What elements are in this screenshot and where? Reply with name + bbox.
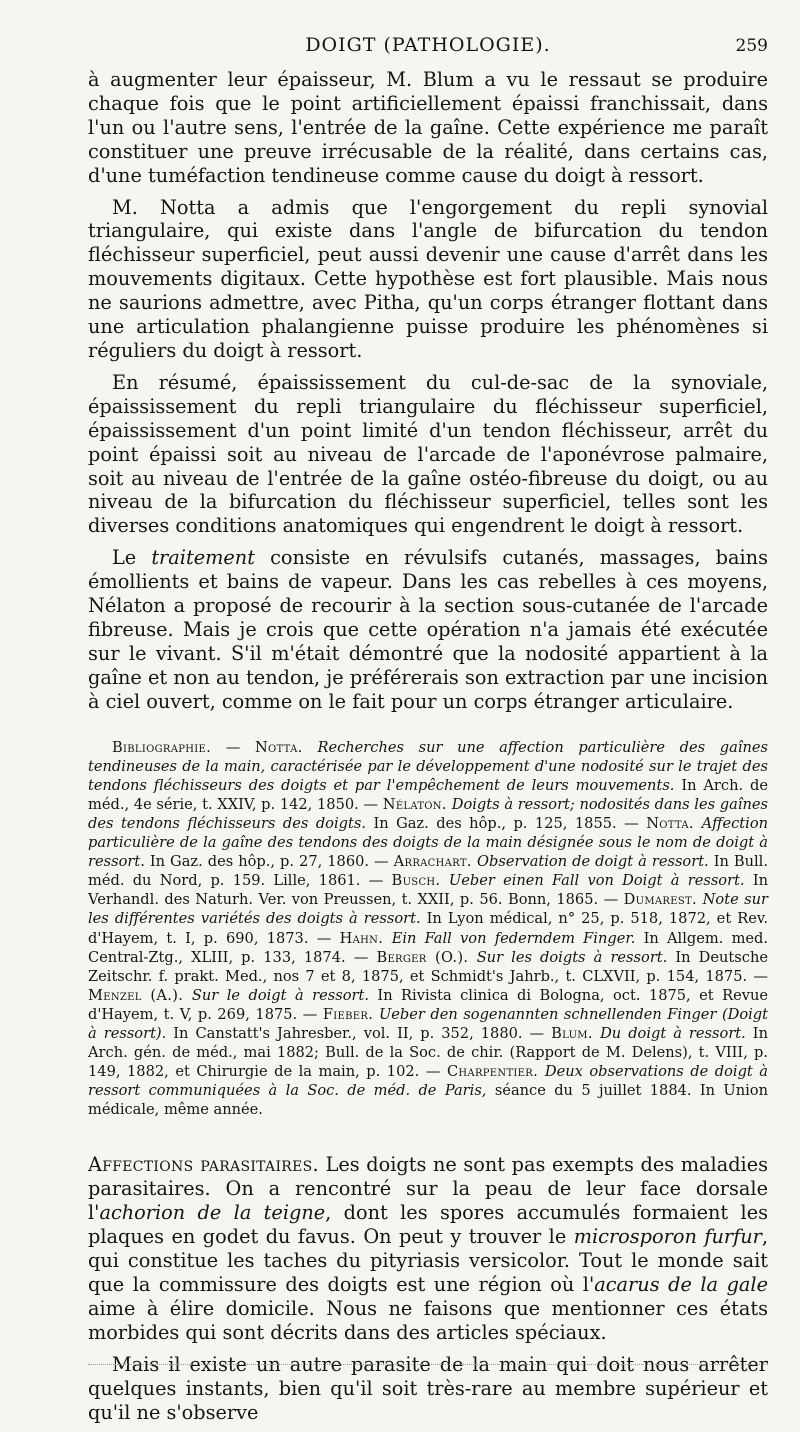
bib-title: Note sur les différentes variétés des doigts à ressort. <box>88 891 769 928</box>
bib-details: In Lyon médical, n° 25, p. 518, 1872, et Rev. d'Hayem, t. I, p. 690, 1873. <box>88 910 768 947</box>
bib-title: Recherches sur une affection particulière des gaînes tendineuses de la main, caractérisée par le développement d'une nodosité sur le trajet des tendons fléchisseurs des doigts et par l'empêchement de leurs mouvements. <box>88 738 768 794</box>
treatment-text: consiste en révulsifs cutanés, massages, bains émollients et bains de vapeur. Dans les cas rebelles à ces moyens, Nélaton a proposé de recourir à la section sous-cutanée de l'arcade fibreuse. Mais je crois que cette opération n'a jamais été exécutée sur le vivant. S'il m'était démontré que la nodosité appartient à la gaîne et non au tendon, je préférerais son extraction par une incision à ciel ouvert, comme on le fait pour un corps étranger articulaire. <box>88 546 768 713</box>
bib-title: Ueber einen Fall von Doigt à ressort. <box>448 872 745 890</box>
bib-details: In Gaz. des hôp., p. 125, 1855. <box>365 814 617 832</box>
bib-title: Doigts à ressort; nodosités dans les gaînes des tendons fléchisseurs des doigts. <box>88 795 768 832</box>
footer-rule <box>88 1364 768 1365</box>
page-number: 259 <box>735 36 768 56</box>
treatment-before: Le <box>112 546 152 570</box>
bibliography <box>88 738 768 1120</box>
bib-details: In Gaz. des hôp., p. 27, 1860. <box>144 853 370 871</box>
bib-details: In Allgem. med. Central-Ztg., XLIII, p. 133, 1874. <box>88 929 769 966</box>
running-title: DOIGT (PATHOLOGIE). <box>305 34 551 56</box>
bib-title: Observation de doigt à ressort. <box>477 853 709 871</box>
bib-author: Arrachart. <box>393 853 478 871</box>
parasite-text: Les doigts ne sont pas exempts des maladies parasitaires. On a rencontré sur la peau de leur face dorsale l' <box>88 1153 769 1225</box>
parasites-section <box>88 1153 768 1424</box>
entry-separator: — <box>297 1005 323 1023</box>
bib-author: Menzel (A.). <box>88 986 192 1004</box>
bib-author: Charpentier. <box>446 1063 545 1081</box>
bib-title: Affection particulière de la gaîne des tendons des doigts de la main désignée sous le nom de doigt à ressort. <box>88 814 768 871</box>
bib-author: Busch. <box>391 872 449 890</box>
parasite-text: aime à élire domicile. Nous ne faisons que mentionner ces états morbides qui sont décrits dans des articles spéciaux. <box>88 1296 768 1344</box>
parasite-text: , qui constitue les taches du pityriasis versicolor. Tout le monde sait que la commissure des doigts est une région où l' <box>88 1225 768 1296</box>
entry-separator: — <box>747 967 768 985</box>
bib-author: Blum. <box>551 1024 601 1042</box>
running-head <box>88 34 768 68</box>
treatment-paragraph <box>88 546 768 713</box>
parasites-heading: Affections parasitaires. <box>88 1153 319 1177</box>
entry-separator: — <box>616 814 647 832</box>
entry-separator: — <box>522 1024 552 1042</box>
bib-title: Sur le doigt à ressort. <box>191 986 369 1004</box>
entry-separator: — <box>225 738 255 756</box>
bib-details: séance du 5 juillet 1884. In Union médicale, même année. <box>88 1082 768 1119</box>
entry-separator: — <box>308 929 340 947</box>
parasite-term: acarus de la gale <box>594 1272 768 1296</box>
bib-details: In Rivista clinica di Bologna, oct. 1875, et Revue d'Hayem, t. V, p. 269, 1875. <box>88 986 769 1023</box>
entry-separator: — <box>345 948 377 966</box>
parasites-paragraph <box>88 1153 768 1344</box>
page <box>88 34 768 1432</box>
parasite-term: achorion de la teigne <box>99 1201 326 1225</box>
bib-title: Ein Fall von federndem Finger. <box>391 929 636 947</box>
entry-separator: — <box>360 872 392 890</box>
bib-details: In Arch. gén. de méd., mai 1882; Bull. de la Soc. de chir. (Rapport de M. Delens), t. VIII, p. 149, 1882, et Chirurgie de la main, p. 102. <box>88 1024 768 1081</box>
parasite-term: microsporon furfur <box>573 1225 762 1249</box>
bib-title: Ueber den sogenannten schnellenden Finger (Doigt à ressort). <box>88 1005 769 1042</box>
paragraph: En résumé, épaississement du cul-de-sac de la synoviale, épaississement du repli triangulaire du fléchisseur superficiel, épaississement d'un point limité d'un tendon fléchisseur, arrêt du point épaissi soit au niveau de l'arcade de l'aponévrose palmaire, soit au niveau de l'entrée de la gaîne ostéo-fibreuse du doigt, ou au niveau de la bifurcation du fléchisseur superficiel, telles sont les diverses conditions anatomiques qui engendrent le doigt à ressort. <box>88 370 768 538</box>
bib-title: Deux observations de doigt à ressort communiquées à la Soc. de méd. de Paris, <box>88 1063 769 1100</box>
main-text <box>88 68 768 714</box>
bib-details: In Verhandl. des Naturh. Ver. von Preussen, t. XXII, p. 56. Bonn, 1865. <box>88 872 768 909</box>
bibliography-entries <box>88 739 768 1119</box>
bib-author: Dumarest. <box>623 891 703 909</box>
bib-author: Fieber. <box>322 1005 379 1023</box>
entry-separator: — <box>598 891 624 909</box>
entry-separator: — <box>369 853 394 871</box>
bib-details: In Deutsche Zeitschr. f. prakt. Med., nos 7 et 8, 1875, et Schmidt's Jahrb., t. CLXVII, p. 154, 1875. <box>88 948 768 985</box>
treatment-term: traitement <box>151 546 255 570</box>
bib-details: In Arch. de méd., 4e série, t. XXIV, p. 142, 1850. <box>88 776 768 813</box>
paragraph: à augmenter leur épaisseur, M. Blum a vu le ressaut se produire chaque fois que le point artificiellement épaissi franchissait, dans l'un ou l'autre sens, l'entrée de la gaîne. Cette expérience me paraît constituer une preuve irrécusable de la réalité, dans certains cas, d'une tuméfaction tendineuse comme cause du doigt à ressort. <box>88 68 768 187</box>
bib-details: In Bull. méd. du Nord, p. 159. Lille, 1861. <box>88 853 768 890</box>
bib-title: Sur les doigts à ressort. <box>476 948 668 966</box>
parasites-paragraph-2: Mais il existe un autre parasite de la main qui doit nous arrêter quelques instants, bien qu'il soit très-rare au membre supérieur et qu'il ne s'observe <box>88 1352 768 1424</box>
bib-author: Notta. <box>646 814 702 832</box>
paragraph: M. Notta a admis que l'engorgement du repli synovial triangulaire, qui existe dans l'angle de bifurcation du tendon fléchisseur superficiel, peut aussi devenir une cause d'arrêt dans les mouvements digitaux. Cette hypothèse est fort plausible. Mais nous ne saurions admettre, avec Pitha, qu'un corps étranger flottant dans une articulation phalangienne puisse produire les phénomènes si réguliers du doigt à ressort. <box>88 195 768 362</box>
entry-separator: — <box>419 1063 447 1081</box>
bibliography-label: Bibliographie. <box>112 738 212 756</box>
entry-separator: — <box>358 795 383 813</box>
bib-title: Du doigt à ressort. <box>600 1024 746 1042</box>
bib-author: Nélaton. <box>382 795 452 813</box>
bib-author: Notta. <box>254 738 318 756</box>
bib-author: Hahn. <box>339 929 392 947</box>
bib-author: Berger (O.). <box>376 948 477 966</box>
bib-details: In Canstatt's Jahresber., vol. II, p. 352, 1880. <box>166 1024 523 1042</box>
parasite-text: , dont les spores accumulés formaient les plaques en godet du favus. On peut y trouver le <box>88 1201 769 1249</box>
